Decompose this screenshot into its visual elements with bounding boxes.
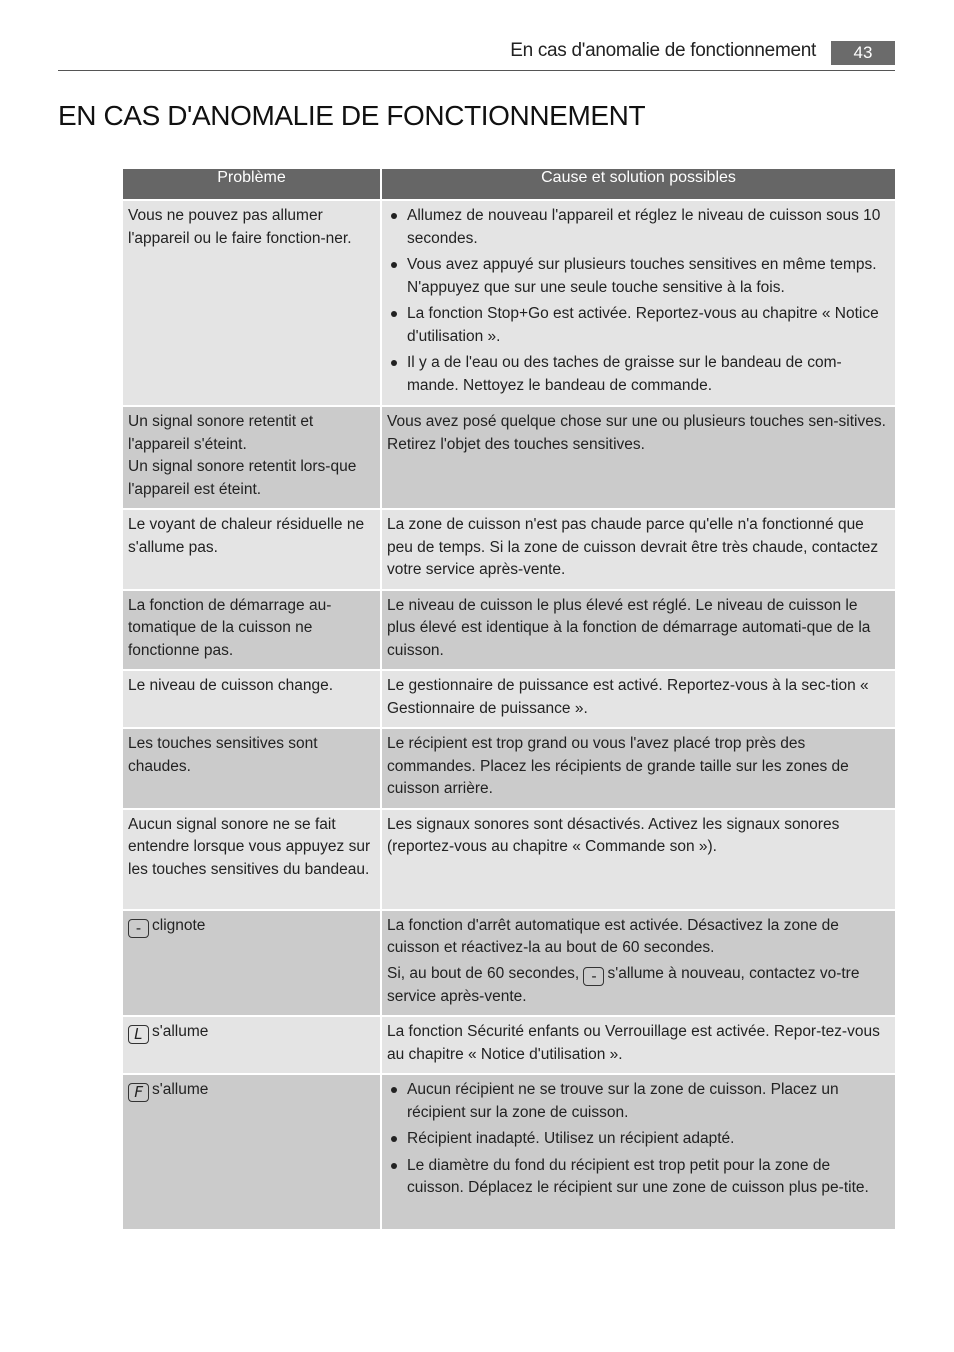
list-item: Il y a de l'eau ou des taches de graisse sur le bandeau de com-mande. Nettoyez le bandeau de commande. — [387, 352, 889, 397]
problem-cell: Les touches sensitives sont chaudes. — [122, 728, 381, 809]
table-header-row — [122, 168, 896, 200]
solution-cell: Le récipient est trop grand ou vous l'avez placé trop près des commandes. Placez les récipients de grande taille sur les zones de cuisson arrière. — [381, 728, 896, 809]
problem-cell — [122, 1016, 381, 1074]
table-row — [122, 728, 896, 809]
column-header-problem: Problème — [122, 168, 381, 200]
page-number-badge: 43 — [831, 41, 895, 65]
problem-line: Un signal sonore retentit et l'appareil s'éteint. — [128, 413, 314, 453]
table-row — [122, 590, 896, 671]
running-header-title: En cas d'anomalie de fonctionnement — [510, 40, 816, 61]
table-row — [122, 200, 896, 406]
problem-line: Un signal sonore retentit lors-que l'appareil est éteint. — [128, 458, 357, 498]
problem-text: s'allume — [152, 1023, 209, 1040]
table-row — [122, 670, 896, 728]
problem-text: s'allume — [152, 1081, 209, 1098]
table-row — [122, 1074, 896, 1230]
list-item: Vous avez appuyé sur plusieurs touches sensitives en même temps. N'appuyez que sur une seule touche sensitive à la fois. — [387, 254, 889, 299]
page-title: EN CAS D'ANOMALIE DE FONCTIONNEMENT — [58, 100, 646, 131]
lock-l-display-symbol-icon: L — [128, 1025, 149, 1044]
dash-display-symbol-icon: - — [128, 919, 149, 938]
problem-cell — [122, 406, 381, 509]
table-row — [122, 406, 896, 509]
problem-cell — [122, 1074, 381, 1230]
solution-cell — [381, 1074, 896, 1230]
f-display-symbol-icon: F — [128, 1083, 149, 1102]
problem-text: clignote — [152, 916, 206, 934]
table-row — [122, 1016, 896, 1074]
header-rule — [58, 70, 895, 71]
solution-cell: Le gestionnaire de puissance est activé. Reportez-vous à la sec-tion « Gestionnaire de puissance ». — [381, 670, 896, 728]
solution-cell: Le niveau de cuisson le plus élevé est réglé. Le niveau de cuisson le plus élevé est identique à la fonction de démarrage automati-que de la cuisson. — [381, 590, 896, 671]
table-row — [122, 509, 896, 590]
column-header-cause: Cause et solution possibles — [381, 168, 896, 200]
solution-text: Si, au bout de 60 secondes, — [387, 964, 580, 982]
problem-cell: Vous ne pouvez pas allumer l'appareil ou le faire fonction-ner. — [122, 200, 381, 406]
problem-cell: Aucun signal sonore ne se fait entendre lorsque vous appuyez sur les touches sensitives du bandeau. — [122, 809, 381, 910]
problem-cell: La fonction de démarrage au-tomatique de la cuisson ne fonctionne pas. — [122, 590, 381, 671]
problem-cell: Le voyant de chaleur résiduelle ne s'allume pas. — [122, 509, 381, 590]
problem-cell: Le niveau de cuisson change. — [122, 670, 381, 728]
dash-display-symbol-icon: - — [583, 967, 604, 986]
solution-cell: Les signaux sonores sont désactivés. Activez les signaux sonores (reportez-vous au chapitre « Commande son »). — [381, 809, 896, 910]
list-item: La fonction Stop+Go est activée. Reportez-vous au chapitre « Notice d'utilisation ». — [387, 303, 889, 348]
solution-text: s'allume à nouveau, contactez vo-tre service après-vente. — [387, 964, 860, 1005]
problem-cell — [122, 910, 381, 1017]
list-item: Aucun récipient ne se trouve sur la zone de cuisson. Placez un récipient sur la zone de cuisson. — [387, 1079, 889, 1124]
solution-cell: La zone de cuisson n'est pas chaude parce qu'elle n'a fonctionné que peu de temps. Si la zone de cuisson devrait être très chaude, contactez votre service après-vente. — [381, 509, 896, 590]
solution-list — [387, 205, 889, 397]
list-item: Allumez de nouveau l'appareil et réglez le niveau de cuisson sous 10 secondes. — [387, 205, 889, 250]
solution-paragraph — [387, 963, 889, 1009]
solution-cell: La fonction Sécurité enfants ou Verrouillage est activée. Repor-tez-vous au chapitre « Notice d'utilisation ». — [381, 1016, 896, 1074]
solution-paragraph: La fonction d'arrêt automatique est activée. Désactivez la zone de cuisson et réactivez-la au bout de 60 secondes. — [387, 916, 839, 956]
list-item: Récipient inadapté. Utilisez un récipient adapté. — [387, 1128, 889, 1151]
table-row — [122, 910, 896, 1017]
troubleshooting-table — [121, 167, 897, 1231]
list-item: Le diamètre du fond du récipient est trop petit pour la zone de cuisson. Déplacez le récipient sur une zone de cuisson plus pe-tite. — [387, 1155, 889, 1200]
solution-cell — [381, 910, 896, 1017]
solution-list — [387, 1079, 889, 1200]
solution-cell — [381, 200, 896, 406]
solution-cell: Vous avez posé quelque chose sur une ou plusieurs touches sen-sitives. Retirez l'objet des touches sensitives. — [381, 406, 896, 509]
table-row — [122, 809, 896, 910]
